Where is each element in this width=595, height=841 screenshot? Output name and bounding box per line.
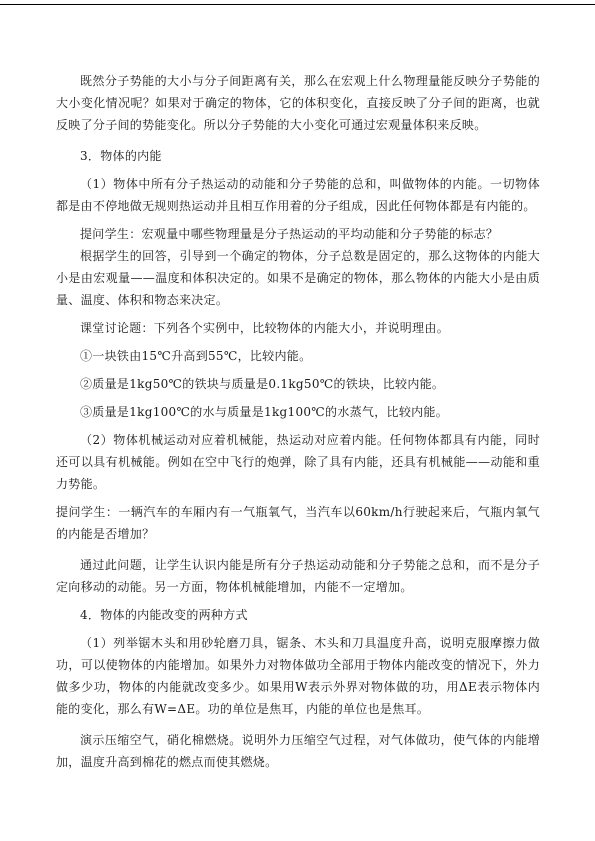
paragraph-demo: 演示压缩空气，硝化棉燃烧。说明外力压缩空气过程，对气体做功，使气体的内能增加，温度升高到棉花的燃点而使其燃烧。 <box>56 733 540 769</box>
header-rule <box>0 4 595 5</box>
paragraph-question-1: 提问学生：宏观量中哪些物理量是分子热运动的平均动能和分子势能的标志？ <box>80 227 499 241</box>
paragraph-explanation: 通过此问题，让学生认识内能是所有分子热运动动能和分子势能之总和，而不是分子定向移动的动能。另一方面，物体机械能增加，内能不一定增加。 <box>56 558 540 594</box>
paragraph-mechanical-energy: （2）物体机械运动对应着机械能，热运动对应着内能。任何物体都具有内能，同时还可以具有机械能。例如在空中飞行的炮弹，除了具有内能，还具有机械能——动能和重力势能。 <box>56 433 540 491</box>
document-body <box>56 70 540 773</box>
paragraph-question-2: 提问学生：一辆汽车的车厢内有一气瓶氧气，当汽车以60km/h行驶起来后，气瓶内氧气的内能是否增加？ <box>56 505 540 541</box>
paragraph-intro: 既然分子势能的大小与分子间距离有关，那么在宏观上什么物理量能反映分子势能的大小变化情况呢？如果对于确定的物体，它的体积变化，直接反映了分子间的距离，也就反映了分子间的势能变化。所以分子势能的大小变化可通过宏观量体积来反映。 <box>56 74 540 132</box>
list-item-3: ③质量是1kg100℃的水与质量是1kg100℃的水蒸气，比较内能。 <box>80 405 449 419</box>
list-item-2: ②质量是1kg50℃的铁块与质量是0.1kg50℃的铁块，比较内能。 <box>80 377 445 391</box>
section-heading-two-ways: 4．物体的内能改变的两种方式 <box>80 608 248 622</box>
paragraph-discussion: 课堂讨论题：下列各个实例中，比较物体的内能大小，并说明理由。 <box>80 321 450 335</box>
paragraph-work: （1）列举锯木头和用砂轮磨刀具，锯条、木头和刀具温度升高，说明克服摩擦力做功，可以使物体的内能增加。如果外力对物体做功全部用于物体内能改变的情况下，外力做多少功，物体的内能就改变多少。如果用W表示外界对物体做的功，用ΔE表示物体内能的变化，那么有W=ΔE。功的单位是焦耳，内能的单位也是焦耳。 <box>56 636 540 716</box>
list-item-1: ①一块铁由15℃升高到55℃，比较内能。 <box>80 349 312 363</box>
section-heading-internal-energy: 3．物体的内能 <box>80 149 162 163</box>
paragraph-definition: （1）物体中所有分子热运动的动能和分子势能的总和，叫做物体的内能。一切物体都是由不停地做无规则热运动并且相互作用着的分子组成，因此任何物体都是有内能的。 <box>56 177 540 213</box>
paragraph-answer-guide: 根据学生的回答，引导到一个确定的物体，分子总数是固定的，那么这物体的内能大小是由宏观量——温度和体积决定的。如果不是确定的物体，那么物体的内能大小是由质量、温度、体积和物态来决定。 <box>56 249 540 307</box>
